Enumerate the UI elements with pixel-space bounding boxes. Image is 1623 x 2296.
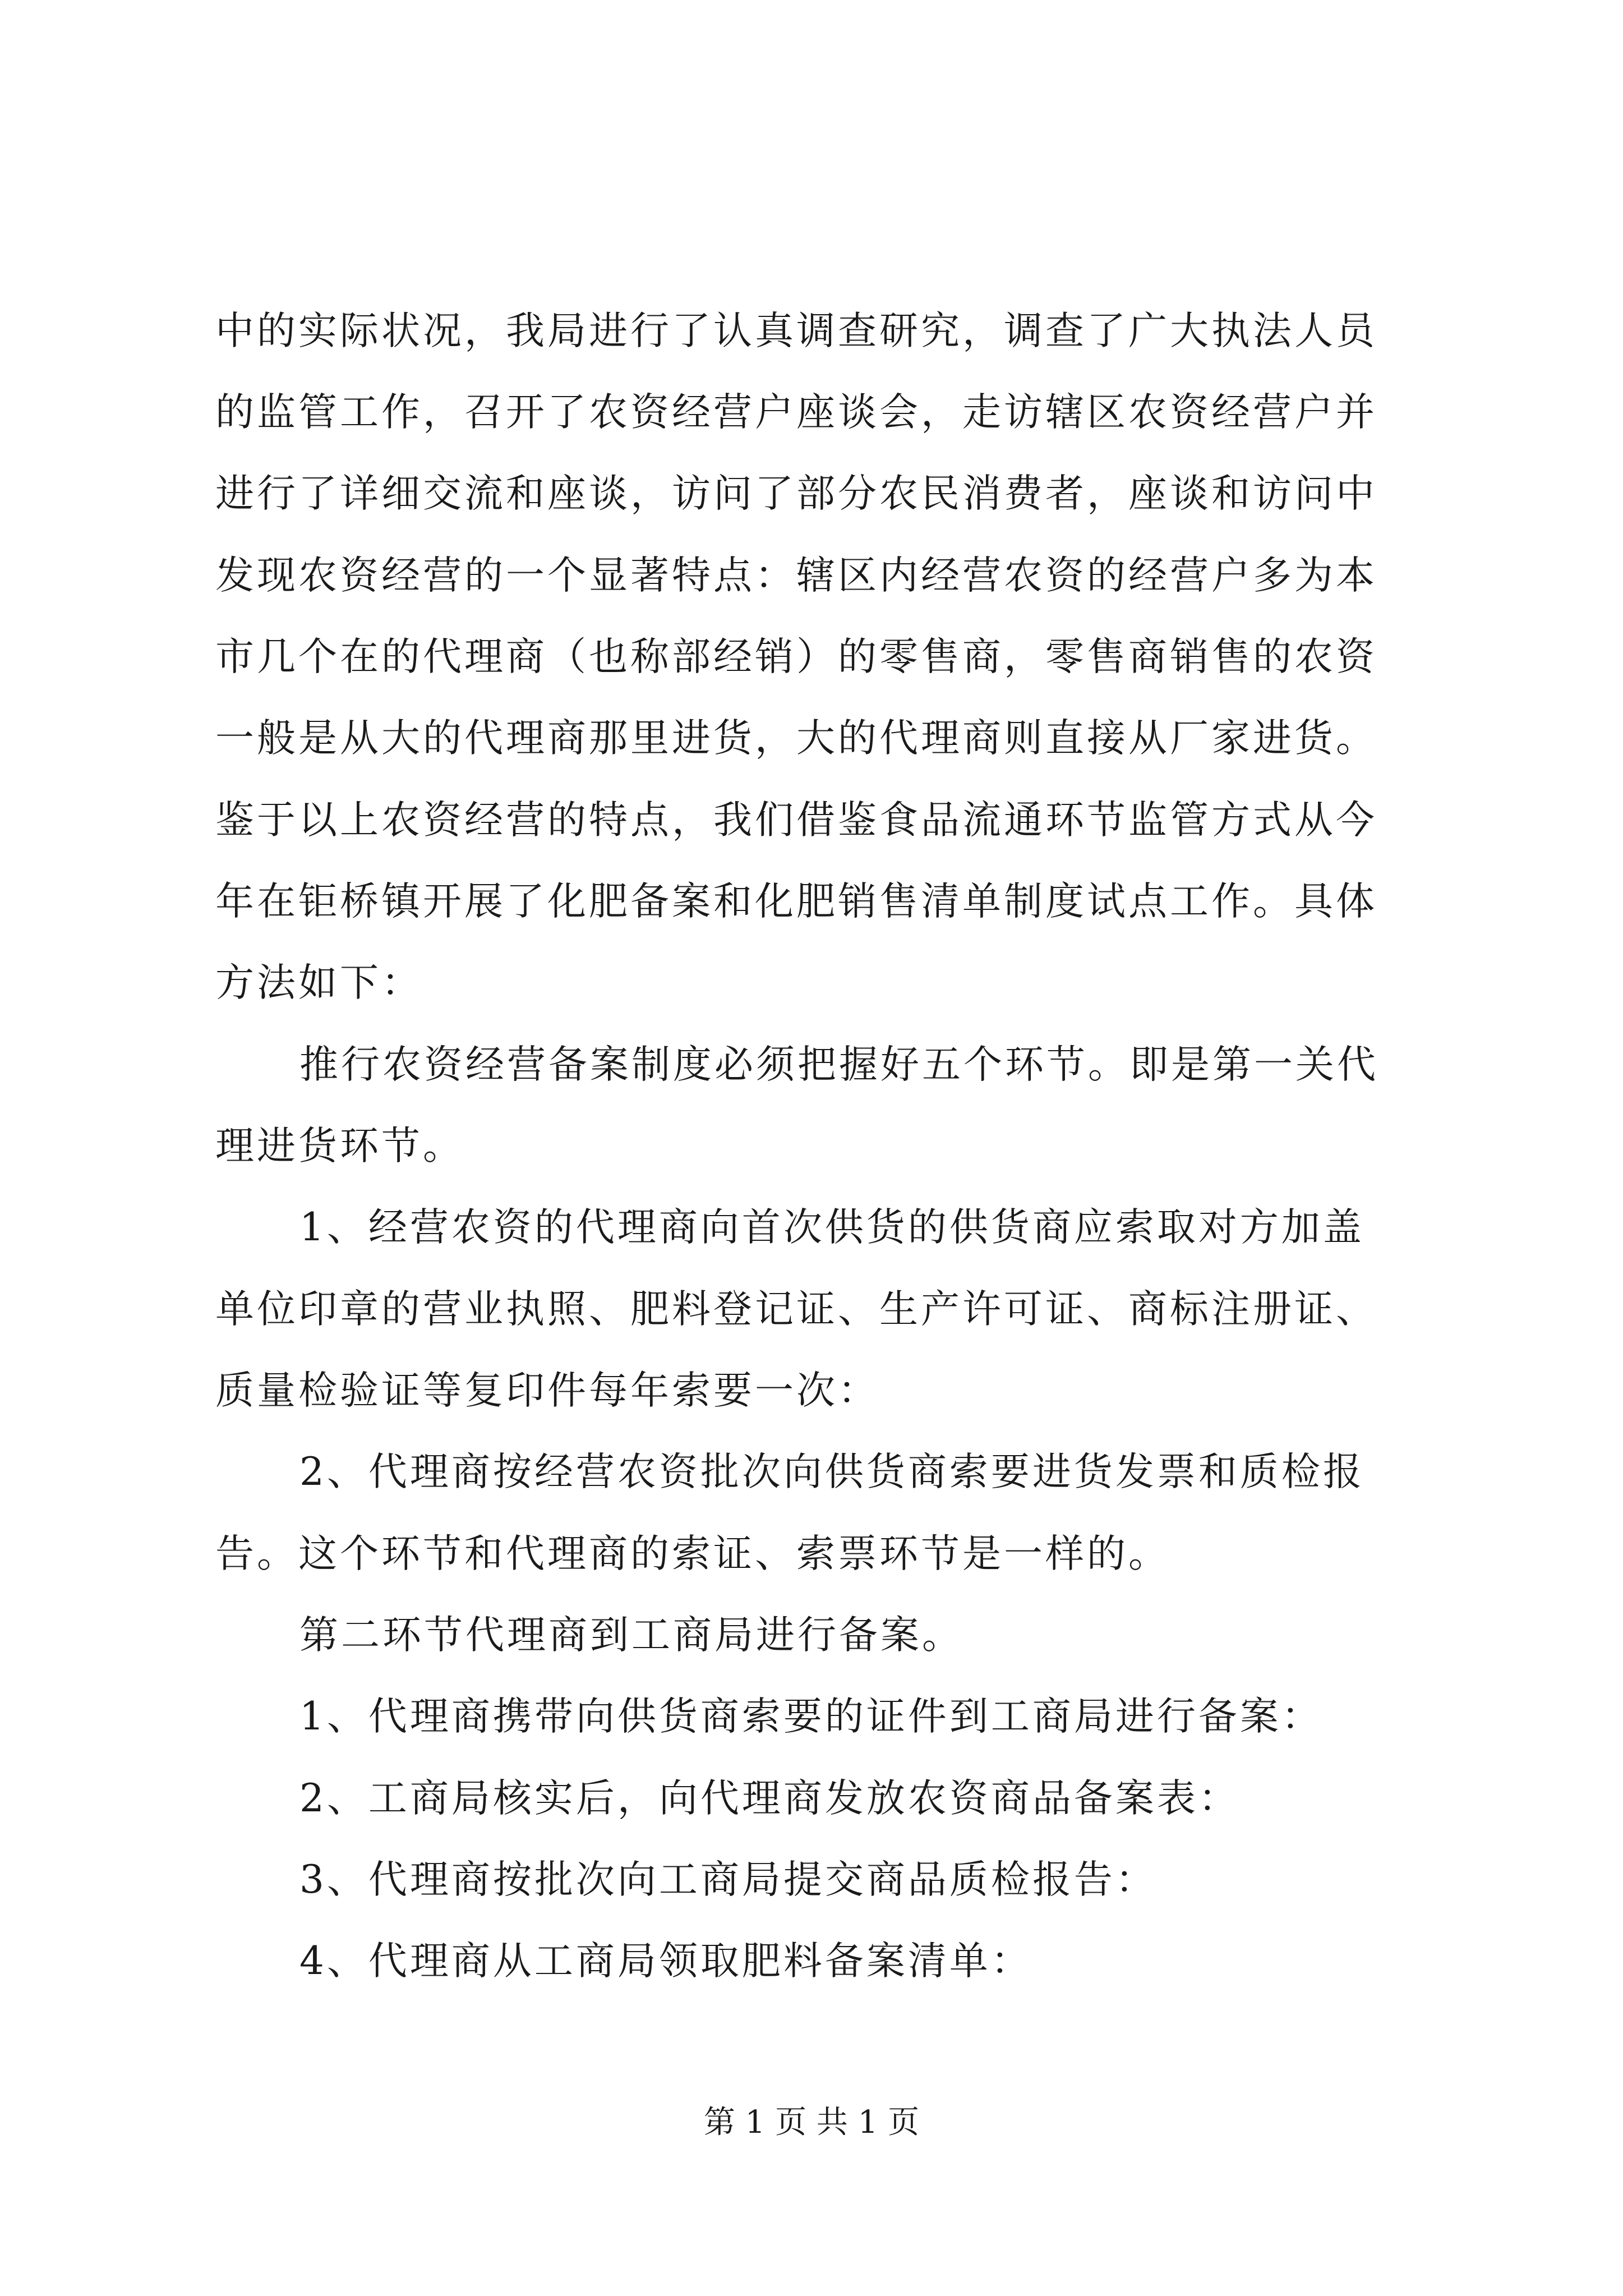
text-line: 的监管工作，召开了农资经营户座谈会，走访辖区农资经营户并 [215, 390, 1377, 435]
text-line: 单位印章的营业执照、肥料登记证、生产许可证、商标注册证、 [215, 1287, 1377, 1332]
text-line: 进行了详细交流和座谈，访问了部分农民消费者，座谈和访问中 [215, 471, 1377, 516]
text-line: 告。这个环节和代理商的索证、索票环节是一样的。 [215, 1531, 1170, 1576]
text-line: 市几个在的代理商（也称部经销）的零售商，零售商销售的农资 [215, 634, 1377, 679]
list-item: 1、经营农资的代理商向首次供货的供货商应索取对方加盖 [299, 1205, 1364, 1250]
text-line: 鉴于以上农资经营的特点，我们借鉴食品流通环节监管方式从今 [215, 798, 1377, 843]
paragraph-start: 推行农资经营备案制度必须把握好五个环节。即是第一关代 [299, 1042, 1378, 1087]
list-item: 2、工商局核实后，向代理商发放农资商品备案表： [299, 1776, 1240, 1821]
text-line: 理进货环节。 [215, 1124, 464, 1168]
section-heading: 第二环节代理商到工商局进行备案。 [299, 1613, 963, 1658]
text-line: 中的实际状况，我局进行了认真调查研究，调查了广大执法人员 [215, 309, 1377, 353]
text-line: 发现农资经营的一个显著特点：辖区内经营农资的经营户多为本 [215, 553, 1377, 598]
text-line: 方法如下： [215, 960, 423, 1005]
list-item: 4、代理商从工商局领取肥料备案清单： [299, 1939, 1032, 1984]
text-line: 质量检验证等复印件每年索要一次： [215, 1368, 879, 1413]
list-item: 1、代理商携带向供货商索要的证件到工商局进行备案： [299, 1694, 1323, 1739]
page-number-footer: 第 1 页 共 1 页 [703, 2104, 920, 2141]
text-line: 一般是从大的代理商那里进货，大的代理商则直接从厂家进货。 [215, 716, 1377, 761]
list-item: 3、代理商按批次向工商局提交商品质检报告： [299, 1857, 1157, 1902]
list-item: 2、代理商按经营农资批次向供货商索要进货发票和质检报 [299, 1450, 1364, 1494]
text-line: 年在钜桥镇开展了化肥备案和化肥销售清单制度试点工作。具体 [215, 879, 1377, 924]
